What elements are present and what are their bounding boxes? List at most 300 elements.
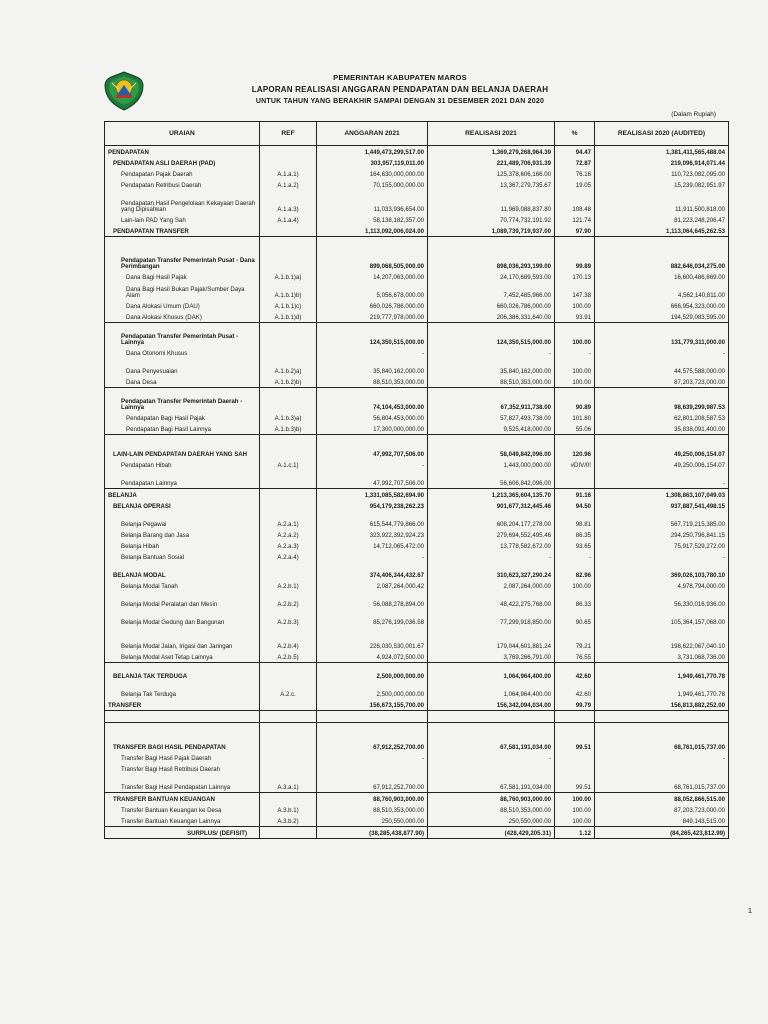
- row-realisasi-2021: 310,623,327,290.24: [428, 562, 555, 580]
- report-period: UNTUK TAHUN YANG BERAKHIR SAMPAI DENGAN 31 DESEMBER 2021 DAN 2020: [255, 98, 545, 105]
- table-row: [105, 774, 729, 793]
- row-realisasi-2021: 88,510,353,000.00: [428, 804, 555, 815]
- row-realisasi-2021: 1,064,964,400.00: [428, 663, 555, 682]
- row-ref: A.2.b.3): [260, 609, 317, 627]
- row-label: Transfer Bagi Hasil Pendapatan Lainnya: [105, 774, 260, 793]
- row-percent: 42.60: [555, 663, 595, 682]
- row-realisasi-2020: 1,308,863,107,049.03: [595, 489, 729, 501]
- row-ref: [260, 435, 317, 460]
- row-realisasi-2020: 44,575,588,000.00: [595, 358, 729, 376]
- table-row: [105, 609, 729, 627]
- row-realisasi-2021: -: [428, 752, 555, 763]
- row-percent: 76.55: [555, 651, 595, 663]
- row-ref: A.1.a.3): [260, 190, 317, 214]
- row-realisasi-2020: 198,622,067,040.10: [595, 627, 729, 651]
- row-realisasi-2020: 1,381,411,565,488.04: [595, 146, 729, 158]
- row-realisasi-2021: 13,367,279,735.67: [428, 179, 555, 190]
- row-realisasi-2021: 35,840,162,000.00: [428, 358, 555, 376]
- row-percent: 100.00: [555, 804, 595, 815]
- row-anggaran-2021: 124,350,515,000.00: [317, 323, 428, 348]
- row-realisasi-2020: -: [595, 551, 729, 562]
- row-ref: [260, 699, 317, 711]
- table-row: [105, 651, 729, 663]
- row-label: Belanja Tak Terduga: [105, 681, 260, 699]
- table-row: [105, 168, 729, 179]
- table-row: [105, 562, 729, 580]
- table-row: [105, 500, 729, 511]
- row-realisasi-2021: 3,769,266,791.00: [428, 651, 555, 663]
- row-anggaran-2021: 1,331,085,582,694.90: [317, 489, 428, 501]
- row-realisasi-2021: -: [428, 347, 555, 358]
- row-label: Pendapatan Hasil Pengelolaan Kekayaan Daerah yang Dipisahkan: [105, 190, 260, 214]
- table-row: [105, 489, 729, 501]
- row-realisasi-2020: 666,954,323,000.00: [595, 300, 729, 311]
- row-anggaran-2021: 899,068,505,000.00: [317, 242, 428, 271]
- row-realisasi-2021: 901,677,312,445.46: [428, 500, 555, 511]
- government-name: PEMERINTAH KABUPATEN MAROS: [333, 73, 467, 82]
- row-percent: 79.21: [555, 627, 595, 651]
- row-percent: 147.38: [555, 282, 595, 300]
- row-realisasi-2021: 250,550,000.00: [428, 815, 555, 827]
- row-percent: [555, 752, 595, 763]
- row-label: Belanja Pegawai: [105, 511, 260, 529]
- row-label: Dana Otonomi Khusus: [105, 347, 260, 358]
- page-number: 1: [747, 906, 752, 915]
- row-realisasi-2021: 898,036,293,199.00: [428, 242, 555, 271]
- row-label: Pendapatan Transfer Pemerintah Pusat - Lainnya: [105, 323, 260, 348]
- row-realisasi-2020: 131,779,311,000.00: [595, 323, 729, 348]
- row-realisasi-2020: 849,143,515.00: [595, 815, 729, 827]
- row-label: Belanja Modal Peralatan dan Mesin: [105, 591, 260, 609]
- row-anggaran-2021: 74,104,453,000.00: [317, 388, 428, 413]
- row-ref: [260, 470, 317, 489]
- row-ref: A.2.c.: [260, 681, 317, 699]
- row-anggaran-2021: 47,992,707,506.00: [317, 435, 428, 460]
- row-label: BELANJA: [105, 489, 260, 501]
- row-realisasi-2021: 77,299,918,850.00: [428, 609, 555, 627]
- col-header-percent: %: [555, 122, 595, 146]
- table-row: [105, 146, 729, 158]
- row-ref: [260, 489, 317, 501]
- row-percent: 93.91: [555, 311, 595, 323]
- row-realisasi-2020: 87,203,723,000.00: [595, 804, 729, 815]
- row-anggaran-2021: 1,449,473,299,517.00: [317, 146, 428, 158]
- row-percent: 93.65: [555, 540, 595, 551]
- row-ref: A.3.b.1): [260, 804, 317, 815]
- row-realisasi-2021: 1,369,279,268,964.39: [428, 146, 555, 158]
- row-anggaran-2021: 2,500,000,000.00: [317, 681, 428, 699]
- row-label: Transfer Bantuan Keuangan Lainnya: [105, 815, 260, 827]
- row-anggaran-2021: 2,087,264,000.42: [317, 580, 428, 591]
- row-ref: A.2.a.1): [260, 511, 317, 529]
- row-anggaran-2021: 219,777,978,000.00: [317, 311, 428, 323]
- row-realisasi-2020: (84,265,423,812.99): [595, 827, 729, 839]
- row-realisasi-2021: 1,064,964,400.00: [428, 681, 555, 699]
- row-realisasi-2021: 56,606,842,096.00: [428, 470, 555, 489]
- row-ref: [260, 752, 317, 763]
- row-realisasi-2021: 24,170,689,593.00: [428, 271, 555, 282]
- row-ref: A.3.b.2): [260, 815, 317, 827]
- row-ref: A.2.b.4): [260, 627, 317, 651]
- table-row: [105, 412, 729, 423]
- row-realisasi-2020: 56,330,016,936.00: [595, 591, 729, 609]
- budget-realization-table: [104, 121, 729, 839]
- row-label: Dana Bagi Hasil Bukan Pajak/Sumber Daya Alam: [105, 282, 260, 300]
- row-label: Belanja Modal Aset Tetap Lainnya: [105, 651, 260, 663]
- row-anggaran-2021: 5,056,678,000.00: [317, 282, 428, 300]
- row-anggaran-2021: 14,207,063,000.00: [317, 271, 428, 282]
- row-realisasi-2020: 16,600,486,869.00: [595, 271, 729, 282]
- row-anggaran-2021: 615,544,779,866.00: [317, 511, 428, 529]
- row-anggaran-2021: 11,033,936,654.00: [317, 190, 428, 214]
- row-realisasi-2020: 81,223,248,206.47: [595, 214, 729, 225]
- row-realisasi-2020: 219,096,914,071.44: [595, 157, 729, 168]
- row-percent: [555, 470, 595, 489]
- table-row: [105, 580, 729, 591]
- row-anggaran-2021: 4,924,072,500.00: [317, 651, 428, 663]
- row-anggaran-2021: 47,992,707,506.00: [317, 470, 428, 489]
- table-row: [105, 793, 729, 805]
- row-ref: A.1.a.2): [260, 179, 317, 190]
- row-percent: [555, 711, 595, 723]
- row-label: Dana Alokasi Khusus (DAK): [105, 311, 260, 323]
- row-percent: 99.51: [555, 723, 595, 753]
- row-realisasi-2021: 88,760,903,000.00: [428, 793, 555, 805]
- row-ref: [260, 793, 317, 805]
- row-realisasi-2021: 67,581,191,034.00: [428, 774, 555, 793]
- currency-unit: (Dalam Rupiah): [671, 111, 716, 118]
- row-anggaran-2021: 35,840,162,000.00: [317, 358, 428, 376]
- row-label: Pendapatan Bagi Hasil Lainnya: [105, 423, 260, 435]
- row-realisasi-2020: 567,719,215,385.00: [595, 511, 729, 529]
- row-percent: 100.00: [555, 793, 595, 805]
- row-label: Dana Penyesuaian: [105, 358, 260, 376]
- row-realisasi-2020: 3,731,068,736.00: [595, 651, 729, 663]
- table-header-row: [105, 122, 729, 146]
- row-percent: 120.96: [555, 435, 595, 460]
- table-row: [105, 242, 729, 271]
- row-percent: 94.50: [555, 500, 595, 511]
- row-realisasi-2020: 88,052,866,515.00: [595, 793, 729, 805]
- row-anggaran-2021: 303,957,119,011.00: [317, 157, 428, 168]
- row-ref: A.1.b.1)c): [260, 300, 317, 311]
- row-percent: 99.79: [555, 699, 595, 711]
- row-realisasi-2021: (428,429,205.31): [428, 827, 555, 839]
- row-anggaran-2021: -: [317, 459, 428, 470]
- row-label: Dana Desa: [105, 376, 260, 388]
- row-anggaran-2021: 164,630,000,000.00: [317, 168, 428, 179]
- row-percent: 100.00: [555, 376, 595, 388]
- row-realisasi-2020: 49,250,006,154.07: [595, 435, 729, 460]
- table-row: [105, 827, 729, 839]
- row-realisasi-2021: [428, 711, 555, 723]
- row-ref: [260, 146, 317, 158]
- row-percent: 170.13: [555, 271, 595, 282]
- row-realisasi-2021: 1,213,365,604,135.70: [428, 489, 555, 501]
- row-realisasi-2021: 67,352,911,738.00: [428, 388, 555, 413]
- row-anggaran-2021: 88,510,353,000.00: [317, 376, 428, 388]
- row-ref: [260, 723, 317, 753]
- row-realisasi-2021: 2,087,264,000.00: [428, 580, 555, 591]
- row-label: BELANJA OPERASI: [105, 500, 260, 511]
- row-anggaran-2021: 56,088,278,894.00: [317, 591, 428, 609]
- row-ref: A.1.c.1): [260, 459, 317, 470]
- row-percent: 72.87: [555, 157, 595, 168]
- row-ref: A.1.b.2)a): [260, 358, 317, 376]
- row-ref: [260, 347, 317, 358]
- table-row: [105, 311, 729, 323]
- row-realisasi-2021: 179,044,601,881.24: [428, 627, 555, 651]
- row-anggaran-2021: 70,155,000,000.00: [317, 179, 428, 190]
- row-percent: 98.81: [555, 511, 595, 529]
- row-percent: 82.96: [555, 562, 595, 580]
- col-header-anggaran-2021: ANGGARAN 2021: [317, 122, 428, 146]
- row-label: Belanja Modal Tanah: [105, 580, 260, 591]
- row-anggaran-2021: 1,113,092,006,024.00: [317, 225, 428, 237]
- row-anggaran-2021: 226,030,530,001.67: [317, 627, 428, 651]
- row-percent: 19.05: [555, 179, 595, 190]
- row-anggaran-2021: (38,285,438,877.90): [317, 827, 428, 839]
- row-label: Pendapatan Hibah: [105, 459, 260, 470]
- table-row: [105, 763, 729, 774]
- row-label: Transfer Bagi Hasil Retribusi Daerah: [105, 763, 260, 774]
- col-header-ref: REF: [260, 122, 317, 146]
- row-anggaran-2021: 14,712,065,472.00: [317, 540, 428, 551]
- table-row: [105, 752, 729, 763]
- row-realisasi-2021: 13,778,582,672.00: [428, 540, 555, 551]
- row-realisasi-2020: 4,978,794,000.00: [595, 580, 729, 591]
- row-anggaran-2021: [317, 711, 428, 723]
- table-row: [105, 681, 729, 699]
- row-percent: -: [555, 347, 595, 358]
- table-row: [105, 300, 729, 311]
- row-realisasi-2020: 156,813,882,252.00: [595, 699, 729, 711]
- row-ref: [260, 763, 317, 774]
- table-row: [105, 376, 729, 388]
- row-percent: 42.60: [555, 681, 595, 699]
- row-realisasi-2020: 1,949,461,770.78: [595, 681, 729, 699]
- row-realisasi-2021: 58,049,842,096.00: [428, 435, 555, 460]
- row-percent: 1.12: [555, 827, 595, 839]
- row-label: [105, 711, 260, 723]
- row-ref: [260, 500, 317, 511]
- table-row: [105, 282, 729, 300]
- row-percent: 97.90: [555, 225, 595, 237]
- row-label: PENDAPATAN: [105, 146, 260, 158]
- row-label: LAIN-LAIN PENDAPATAN DAERAH YANG SAH: [105, 435, 260, 460]
- row-realisasi-2020: 194,529,083,595.00: [595, 311, 729, 323]
- row-label: Dana Alokasi Umum (DAU): [105, 300, 260, 311]
- row-label: Lain-lain PAD Yang Sah: [105, 214, 260, 225]
- table-row: [105, 723, 729, 753]
- row-percent: 121.74: [555, 214, 595, 225]
- row-label: SURPLUS/ (DEFISIT): [105, 827, 260, 839]
- row-realisasi-2021: 206,386,331,640.00: [428, 311, 555, 323]
- row-realisasi-2020: 105,364,157,068.00: [595, 609, 729, 627]
- row-ref: A.2.a.4): [260, 551, 317, 562]
- row-percent: 76.16: [555, 168, 595, 179]
- row-percent: 99.51: [555, 774, 595, 793]
- row-label: Belanja Modal Jalan, Irigasi dan Jaringan: [105, 627, 260, 651]
- row-realisasi-2020: [595, 763, 729, 774]
- row-ref: [260, 323, 317, 348]
- row-label: Transfer Bantuan Keuangan ke Desa: [105, 804, 260, 815]
- row-anggaran-2021: 58,138,182,357.00: [317, 214, 428, 225]
- table-row: [105, 551, 729, 562]
- row-realisasi-2021: 279,694,552,495.46: [428, 529, 555, 540]
- table-row: [105, 388, 729, 413]
- report-title: LAPORAN REALISASI ANGGARAN PENDAPATAN DAN BELANJA DAERAH: [251, 85, 549, 94]
- col-header-realisasi-2021: REALISASI 2021: [428, 122, 555, 146]
- table-row: [105, 627, 729, 651]
- row-anggaran-2021: 88,760,903,000.00: [317, 793, 428, 805]
- row-ref: [260, 157, 317, 168]
- row-realisasi-2020: -: [595, 470, 729, 489]
- row-percent: 100.00: [555, 300, 595, 311]
- row-percent: 91.16: [555, 489, 595, 501]
- row-percent: [555, 763, 595, 774]
- row-ref: [260, 711, 317, 723]
- table-row: [105, 459, 729, 470]
- row-realisasi-2021: 9,525,418,000.00: [428, 423, 555, 435]
- row-ref: A.1.b.1)b): [260, 282, 317, 300]
- row-realisasi-2020: 75,917,529,272.00: [595, 540, 729, 551]
- row-ref: [260, 562, 317, 580]
- row-ref: A.1.b.1)d): [260, 311, 317, 323]
- row-anggaran-2021: 17,300,000,000.00: [317, 423, 428, 435]
- row-realisasi-2020: [595, 711, 729, 723]
- table-row: [105, 540, 729, 551]
- table-row: [105, 699, 729, 711]
- row-realisasi-2021: 1,443,000,000.00: [428, 459, 555, 470]
- row-anggaran-2021: 954,179,238,262.23: [317, 500, 428, 511]
- row-ref: A.1.b.1)a): [260, 271, 317, 282]
- row-ref: [260, 663, 317, 682]
- row-realisasi-2021: 7,452,485,966.00: [428, 282, 555, 300]
- row-realisasi-2021: [428, 763, 555, 774]
- row-realisasi-2020: 882,646,034,275.00: [595, 242, 729, 271]
- table-row: [105, 225, 729, 237]
- col-header-realisasi-2020: REALISASI 2020 (AUDITED): [595, 122, 729, 146]
- table-row: [105, 435, 729, 460]
- row-ref: A.2.b.1): [260, 580, 317, 591]
- row-percent: 100.00: [555, 323, 595, 348]
- row-ref: [260, 827, 317, 839]
- row-realisasi-2021: 11,969,088,837.80: [428, 190, 555, 214]
- row-percent: 101.80: [555, 412, 595, 423]
- table-row: [105, 663, 729, 682]
- row-anggaran-2021: -: [317, 347, 428, 358]
- row-realisasi-2020: 98,639,299,987.53: [595, 388, 729, 413]
- row-label: Pendapatan Transfer Pemerintah Pusat - Dana Perimbangan: [105, 242, 260, 271]
- row-ref: A.2.a.3): [260, 540, 317, 551]
- row-label: Pendapatan Bagi Hasil Pajak: [105, 412, 260, 423]
- table-row: [105, 815, 729, 827]
- row-anggaran-2021: [317, 763, 428, 774]
- row-label: Pendapatan Pajak Daerah: [105, 168, 260, 179]
- row-ref: [260, 242, 317, 271]
- row-realisasi-2021: 660,026,786,000.00: [428, 300, 555, 311]
- row-percent: 99.89: [555, 242, 595, 271]
- row-ref: A.1.b.3)b): [260, 423, 317, 435]
- table-row: [105, 214, 729, 225]
- row-anggaran-2021: 56,804,453,000.00: [317, 412, 428, 423]
- row-anggaran-2021: -: [317, 551, 428, 562]
- row-percent: 90.89: [555, 388, 595, 413]
- row-percent: -: [555, 551, 595, 562]
- col-header-uraian: URAIAN: [105, 122, 260, 146]
- row-label: Transfer Bagi Hasil Pajak Daerah: [105, 752, 260, 763]
- row-realisasi-2020: 11,911,500,818.00: [595, 190, 729, 214]
- row-realisasi-2021: 57,827,493,738.00: [428, 412, 555, 423]
- table-row: [105, 470, 729, 489]
- row-anggaran-2021: 323,922,392,924.23: [317, 529, 428, 540]
- row-realisasi-2021: 608,204,177,278.00: [428, 511, 555, 529]
- row-label: TRANSFER BANTUAN KEUANGAN: [105, 793, 260, 805]
- row-percent: 108.48: [555, 190, 595, 214]
- row-realisasi-2021: 1,089,739,719,937.00: [428, 225, 555, 237]
- row-ref: A.1.a.1): [260, 168, 317, 179]
- row-realisasi-2020: 110,723,082,095.00: [595, 168, 729, 179]
- row-realisasi-2021: 48,422,275,768.00: [428, 591, 555, 609]
- row-ref: A.2.b.2): [260, 591, 317, 609]
- row-ref: A.1.b.3)a): [260, 412, 317, 423]
- row-realisasi-2020: 35,838,091,400.00: [595, 423, 729, 435]
- row-realisasi-2021: -: [428, 551, 555, 562]
- row-realisasi-2021: 125,378,606,166.00: [428, 168, 555, 179]
- row-ref: A.3.a.1): [260, 774, 317, 793]
- row-realisasi-2020: 294,250,796,841.15: [595, 529, 729, 540]
- row-anggaran-2021: 67,912,252,700.00: [317, 774, 428, 793]
- table-body: [105, 146, 729, 839]
- row-realisasi-2020: 68,761,015,737.00: [595, 774, 729, 793]
- row-label: Belanja Bantuan Sosial: [105, 551, 260, 562]
- table-row: [105, 179, 729, 190]
- row-label: TRANSFER BAGI HASIL PENDAPATAN: [105, 723, 260, 753]
- row-label: Pendapatan Retribusi Daerah: [105, 179, 260, 190]
- row-percent: 86.33: [555, 591, 595, 609]
- row-realisasi-2021: 70,774,732,191.92: [428, 214, 555, 225]
- row-anggaran-2021: -: [317, 752, 428, 763]
- row-ref: A.2.a.2): [260, 529, 317, 540]
- row-realisasi-2021: 88,510,353,000.00: [428, 376, 555, 388]
- row-realisasi-2020: 4,562,140,811.00: [595, 282, 729, 300]
- row-realisasi-2021: 156,342,094,034.00: [428, 699, 555, 711]
- table-row: [105, 157, 729, 168]
- row-realisasi-2020: 1,113,064,645,262.53: [595, 225, 729, 237]
- row-anggaran-2021: 156,673,155,700.00: [317, 699, 428, 711]
- row-anggaran-2021: 250,550,000.00: [317, 815, 428, 827]
- row-percent: 100.00: [555, 358, 595, 376]
- row-realisasi-2020: 49,250,006,154.07: [595, 459, 729, 470]
- row-realisasi-2021: 221,489,706,931.39: [428, 157, 555, 168]
- table-row: [105, 711, 729, 723]
- row-label: Dana Bagi Hasil Pajak: [105, 271, 260, 282]
- row-label: Belanja Modal Gedung dan Bangunan: [105, 609, 260, 627]
- row-ref: [260, 388, 317, 413]
- row-ref: [260, 225, 317, 237]
- row-realisasi-2021: 124,350,515,000.00: [428, 323, 555, 348]
- kabupaten-maros-logo: [103, 71, 145, 111]
- row-realisasi-2021: 67,581,191,034.00: [428, 723, 555, 753]
- row-realisasi-2020: 369,026,103,780.10: [595, 562, 729, 580]
- table-row: [105, 323, 729, 348]
- row-anggaran-2021: 88,510,353,000.00: [317, 804, 428, 815]
- row-realisasi-2020: 62,801,208,587.53: [595, 412, 729, 423]
- table-row: [105, 358, 729, 376]
- row-realisasi-2020: -: [595, 347, 729, 358]
- table-row: [105, 804, 729, 815]
